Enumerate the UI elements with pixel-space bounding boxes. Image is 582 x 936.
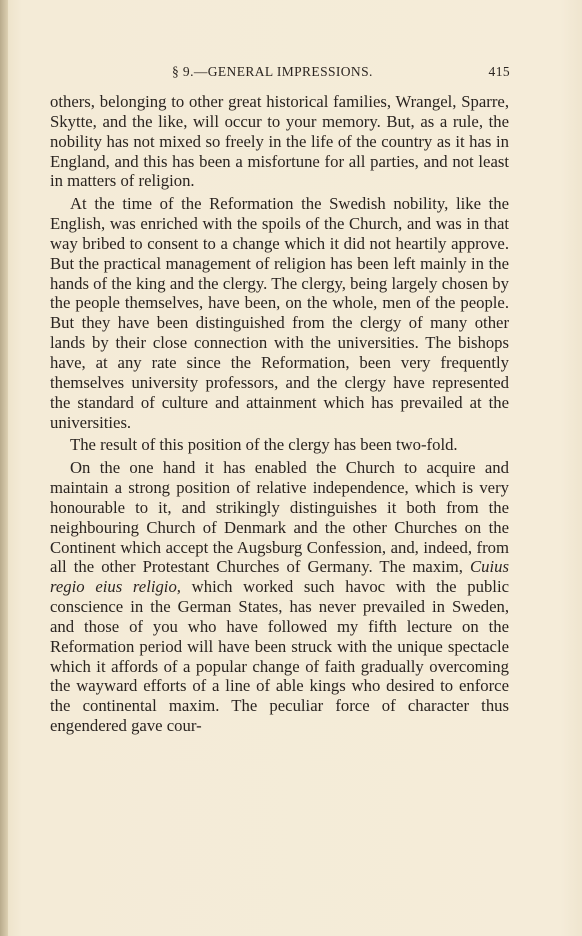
paragraph-continuation: others, belonging to other great historical families, Wrangel, Sparre, Skytte, and the like, will occur to your memory. But, as a rule, the nobility has not mixed so freely in the life of the country as it has in England, and this has been a misfortune for all parties, and not least in matters of religion. (50, 92, 509, 191)
page-number: 415 (488, 64, 510, 79)
page-header (50, 64, 510, 84)
paragraph-reformation: At the time of the Reformation the Swedish nobility, like the English, was enriched with the spoils of the Church, and was in that way bribed to consent to a change which it did not heartily approve. But the practical management of religion has been left mainly in the hands of the king and the clergy. The clergy, being largely chosen by the people themselves, have been, on the whole, men of the people. But they have been distinguished from the clergy of many other lands by their close connection with the universities. The bishops have, at any rate since the Reformation, been very frequently themselves university professors, and the clergy have represented the standard of culture and attainment which has prevailed at the universities. (50, 194, 509, 432)
paragraph-text-segment: On the one hand it has enabled the Church to acquire and maintain a strong position of relative independence, which is very honourable to it, and strikingly distinguishes it both from the neighbouring Church of Denmark and the other Churches on the Continent which accept the Augsburg Confession, and, indeed, from all the other Protestant Churches of Germany. The maxim, (50, 458, 509, 577)
paragraph-one-hand (50, 458, 509, 736)
paragraph-text-segment: which worked such havoc with the public conscience in the German States, has never prevailed in Sweden, and those of you who have followed my fifth lecture on the Reformation period will have been struck with the unique spectacle which it affords of a popular change of faith gradually overcoming the wayward efforts of a line of able kings who desired to enforce the continental maxim. The peculiar force of character thus engendered gave cour- (50, 577, 509, 736)
running-head: § 9.—GENERAL IMPRESSIONS. (172, 64, 373, 79)
paragraph-result: The result of this position of the clergy has been two-fold. (70, 435, 458, 455)
page-gutter (0, 0, 8, 936)
latin-maxim: Cuius regio eius religio, (50, 557, 509, 597)
body-text (50, 92, 509, 739)
